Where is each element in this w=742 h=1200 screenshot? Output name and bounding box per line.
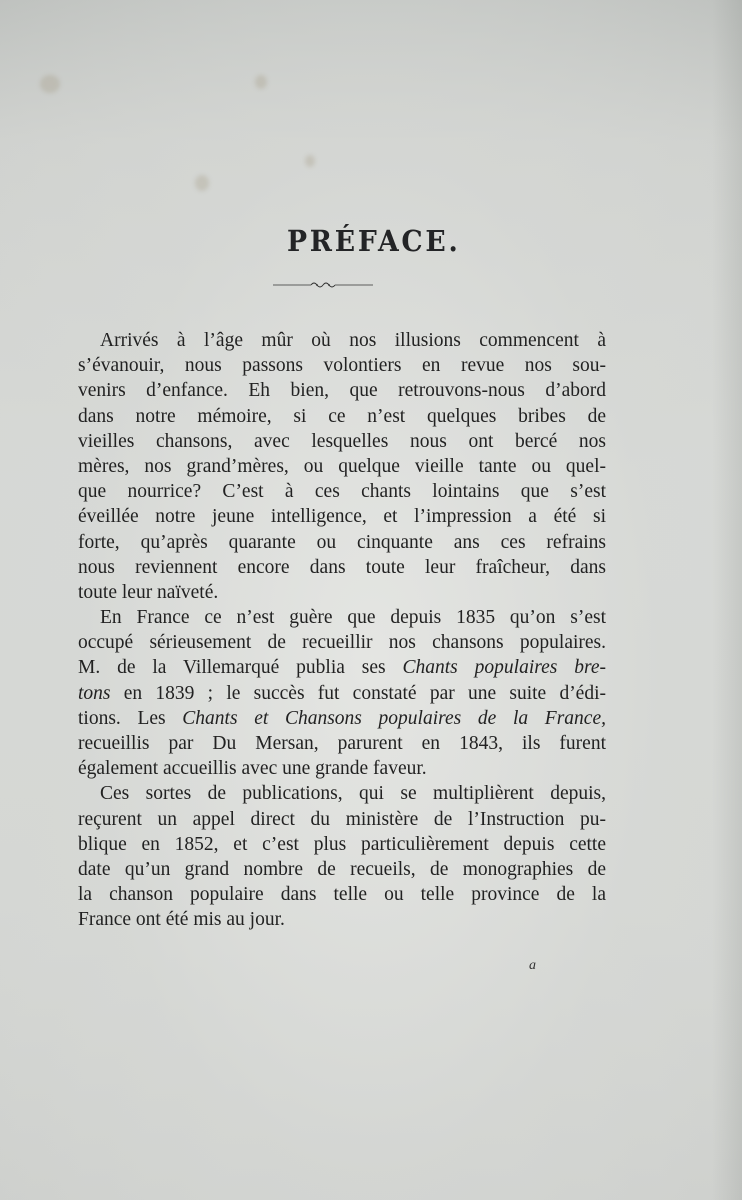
text-line: la chanson populaire dans telle ou telle province de la <box>78 884 606 906</box>
text-line: tons en 1839 ; le succès fut constaté par une suite d’édi- <box>78 682 606 704</box>
text-line: dans notre mémoire, si ce n’est quelques bribes de <box>78 405 606 427</box>
text-line: venirs d’enfance. Eh bien, que retrouvons-nous d’abord <box>78 380 606 402</box>
text-line: France ont été mis au jour. <box>78 909 285 931</box>
text-line: mères, nos grand’mères, ou quelque vieille tante ou quel- <box>78 455 606 477</box>
page-title: PRÉFACE. <box>286 224 461 258</box>
text-line: M. de la Villemarqué publia ses Chants populaires bre- <box>78 657 606 679</box>
body-text <box>78 328 606 933</box>
paper-stain <box>305 155 315 167</box>
paper-stain <box>40 75 60 93</box>
text-line: Arrivés à l’âge mûr où nos illusions commencent à <box>100 330 606 351</box>
text-line: occupé sérieusement de recueillir nos chansons populaires. <box>78 632 606 654</box>
text-line: forte, qu’après quarante ou cinquante ans ces refrains <box>78 531 606 553</box>
text-line: recueillis par Du Mersan, parurent en 1843, ils furent <box>78 733 606 754</box>
text-line: blique en 1852, et c’est plus particulièrement depuis cette <box>78 833 606 855</box>
text-line: date qu’un grand nombre de recueils, de monographies de <box>78 858 606 880</box>
text-line: reçurent un appel direct du ministère de l’Instruction pu- <box>78 808 606 830</box>
text-line: En France ce n’est guère que depuis 1835 qu’on s’est <box>100 607 606 629</box>
text-line: s’évanouir, nous passons volontiers en revue nos sou- <box>78 355 606 377</box>
text-line: éveillée notre jeune intelligence, et l’impression a été si <box>78 506 606 528</box>
paper-stain <box>195 175 209 191</box>
italic-title: tons <box>78 682 111 704</box>
text-line: toute leur naïveté. <box>78 581 219 603</box>
italic-title: Chants et Chansons populaires de la France, <box>182 707 606 729</box>
text-line: également accueillis avec une grande faveur. <box>78 758 427 780</box>
ornament-rule-icon <box>273 279 373 291</box>
text-line: nous reviennent encore dans toute leur fraîcheur, dans <box>78 556 606 578</box>
text-line: vieilles chansons, avec lesquelles nous ont bercé nos <box>78 430 606 452</box>
paper-stain <box>255 75 267 89</box>
text-line: que nourrice? C’est à ces chants lointains que s’est <box>78 481 606 503</box>
italic-title: Chants populaires bre- <box>402 657 606 679</box>
text-line: Ces sortes de publications, qui se multiplièrent depuis, <box>100 783 606 805</box>
signature-mark: a <box>529 958 536 973</box>
text-line: tions. Les Chants et Chansons populaires de la France, <box>78 707 606 729</box>
